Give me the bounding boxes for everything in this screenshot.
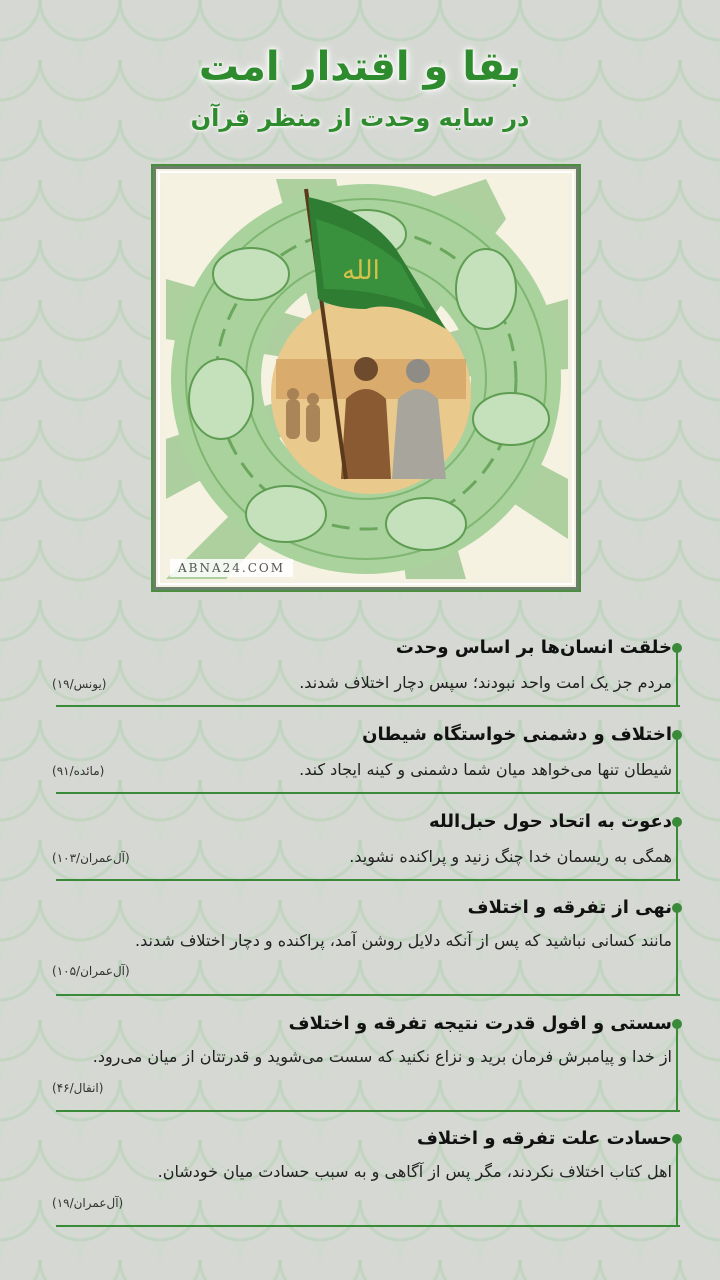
section-title: اختلاف و دشمنی خواستگاه شیطان xyxy=(362,724,672,745)
section-divider xyxy=(56,1225,680,1227)
section-title: حسادت علت تفرقه و اختلاف xyxy=(416,1128,672,1149)
connector-line xyxy=(676,908,678,995)
section-title: خلقت انسان‌ها بر اساس وحدت xyxy=(395,637,672,658)
section-reference: (مائده/۹۱) xyxy=(52,764,105,778)
connector-line xyxy=(676,1139,678,1226)
page-subtitle: در سایه وحدت از منظر قرآن xyxy=(190,104,530,132)
connector-line xyxy=(676,1024,678,1111)
section-title: دعوت به اتحاد حول حبل‌الله xyxy=(429,811,672,832)
section-divider xyxy=(56,994,680,996)
section-divider xyxy=(56,705,680,707)
unity-illustration xyxy=(166,179,568,579)
connector-line xyxy=(676,735,678,793)
section-text: همگی به ریسمان خدا چنگ زنید و پراکنده نشوید. xyxy=(349,847,672,866)
page-title: بقا و اقتدار امت xyxy=(198,44,522,90)
section-text: مانند کسانی نباشید که پس از آنکه دلایل روشن آمد، پراکنده و دچار اختلاف شدند. xyxy=(135,931,672,950)
section-text: از خدا و پیامبرش فرمان برید و نزاع نکنید که سست می‌شوید و قدرتتان از میان می‌رود. xyxy=(92,1047,672,1066)
section-reference: (یونس/۱۹) xyxy=(52,677,107,691)
section-text: مردم جز یک امت واحد نبودند؛ سپس دچار اختلاف شدند. xyxy=(299,673,672,692)
connector-line xyxy=(676,822,678,880)
section-title: سستی و افول قدرت نتیجه تفرقه و اختلاف xyxy=(288,1013,672,1034)
section-reference: (آل‌عمران/۱۰۳) xyxy=(52,851,130,865)
flag-text: الله xyxy=(342,256,380,286)
section-divider xyxy=(56,879,680,881)
section-reference: (انفال/۴۶) xyxy=(52,1081,104,1095)
section-divider xyxy=(56,792,680,794)
section-title: نهی از تفرقه و اختلاف xyxy=(467,897,672,918)
illustration-frame xyxy=(153,166,579,590)
watermark: ABNA24.COM xyxy=(170,559,293,577)
connector-line xyxy=(676,648,678,706)
section-reference: (آل‌عمران/۱۹) xyxy=(52,1196,124,1210)
section-divider xyxy=(56,1110,680,1112)
section-text: اهل کتاب اختلاف نکردند، مگر پس از آگاهی و به سبب حسادت میان خودشان. xyxy=(157,1162,672,1181)
section-reference: (آل‌عمران/۱۰۵) xyxy=(52,964,130,978)
section-text: شیطان تنها می‌خواهد میان شما دشمنی و کینه ایجاد کند. xyxy=(299,760,672,779)
